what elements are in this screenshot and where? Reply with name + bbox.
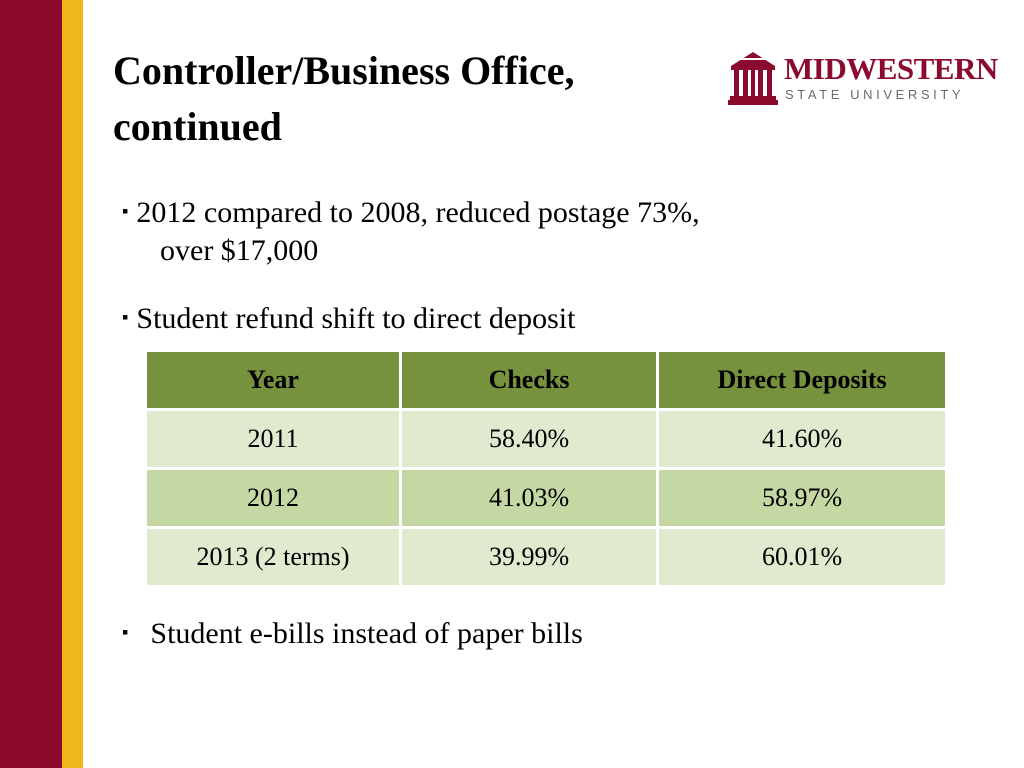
logo-subtitle: STATE UNIVERSITY xyxy=(785,87,965,102)
bullet-refund-text: Student refund shift to direct deposit xyxy=(136,302,576,335)
cell-year: 2012 xyxy=(146,469,401,528)
bullet-ebills-text: Student e-bills instead of paper bills xyxy=(150,617,583,650)
refund-table xyxy=(144,349,948,588)
maroon-side-bar xyxy=(0,0,62,768)
table-row xyxy=(146,410,947,469)
cell-direct-deposits: 60.01% xyxy=(658,528,947,587)
cell-year: 2013 (2 terms) xyxy=(146,528,401,587)
bullet-ebills xyxy=(122,613,583,653)
bullet-postage-line-1: 2012 compared to 2008, reduced postage 73%, xyxy=(136,196,700,229)
table-header-row xyxy=(146,351,947,410)
gold-side-bar xyxy=(62,0,83,768)
bullet-marker: ▪ xyxy=(122,307,129,327)
university-logo xyxy=(728,50,998,106)
header-direct-deposits: Direct Deposits xyxy=(658,351,947,410)
building-icon xyxy=(728,50,778,106)
bullet-refund xyxy=(122,298,575,338)
cell-direct-deposits: 41.60% xyxy=(658,410,947,469)
page-title xyxy=(113,43,713,155)
header-checks: Checks xyxy=(400,351,657,410)
bullet-postage xyxy=(122,192,922,270)
cell-checks: 39.99% xyxy=(400,528,657,587)
cell-year: 2011 xyxy=(146,410,401,469)
table-row xyxy=(146,469,947,528)
cell-checks: 58.40% xyxy=(400,410,657,469)
table-row xyxy=(146,528,947,587)
bullet-marker: ▪ xyxy=(122,201,129,221)
header-year: Year xyxy=(146,351,401,410)
title-line-1: Controller/Business Office, xyxy=(113,48,575,93)
cell-checks: 41.03% xyxy=(400,469,657,528)
logo-name: MIDWESTERN xyxy=(784,51,998,86)
bullet-marker: ▪ xyxy=(122,622,129,642)
bullet-postage-line-2: over $17,000 xyxy=(160,234,319,267)
cell-direct-deposits: 58.97% xyxy=(658,469,947,528)
title-line-2: continued xyxy=(113,104,282,149)
